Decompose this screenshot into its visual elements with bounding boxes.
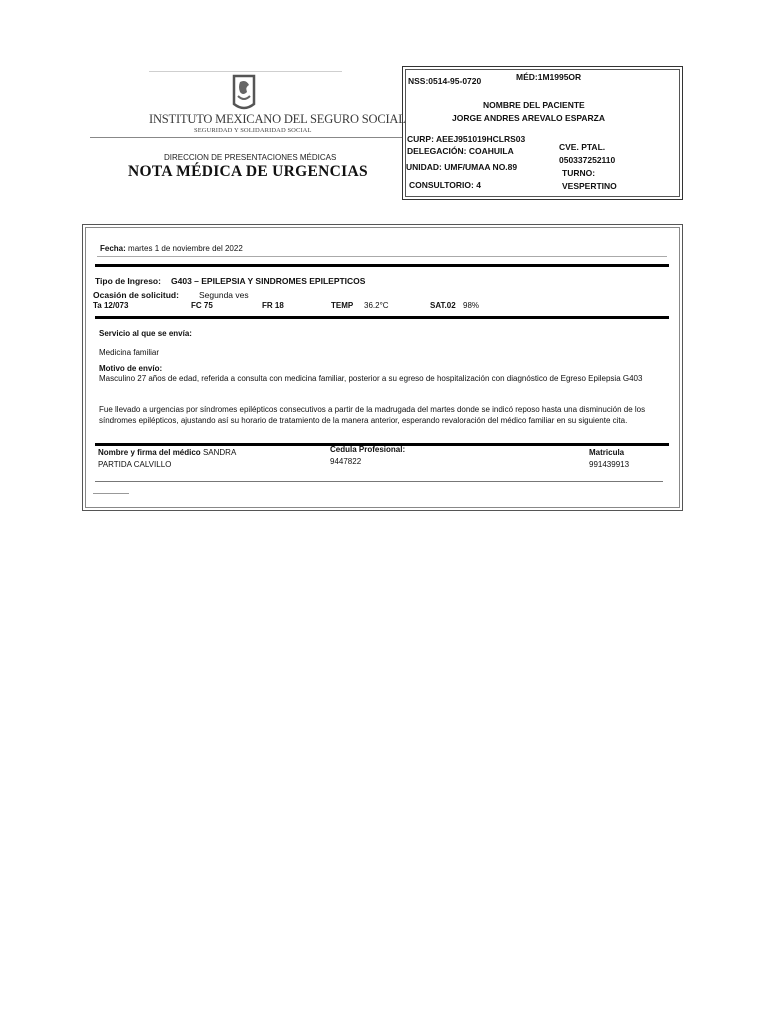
header-divider bbox=[90, 137, 402, 138]
vital-ta: Ta 12/073 bbox=[93, 301, 129, 310]
fecha-label: Fecha: bbox=[100, 244, 126, 253]
patient-cve-label: CVE. PTAL. bbox=[559, 142, 606, 152]
department-name: DIRECCION DE PRESENTACIONES MÉDICAS bbox=[164, 153, 337, 162]
tipo-ingreso-value: G403 – EPILEPSIA Y SINDROMES EPILEPTICOS bbox=[171, 276, 366, 286]
patient-cve-value: 050337252110 bbox=[559, 155, 616, 165]
patient-name: JORGE ANDRES AREVALO ESPARZA bbox=[452, 113, 606, 123]
matricula-label: Matricula bbox=[589, 448, 625, 457]
patient-curp: CURP: AEEJ951019HCLRS03 bbox=[407, 134, 526, 144]
medico-name-2: PARTIDA CALVILLO bbox=[98, 460, 172, 469]
patient-consultorio: CONSULTORIO: 4 bbox=[409, 180, 481, 190]
vital-fc: FC 75 bbox=[191, 301, 213, 310]
ocasion-value: Segunda ves bbox=[199, 290, 249, 300]
patient-turno-label: TURNO: bbox=[562, 168, 596, 178]
imss-eagle-icon bbox=[231, 74, 257, 112]
cedula-label: Cedula Profesional: bbox=[330, 445, 406, 454]
patient-info-box bbox=[402, 66, 683, 200]
patient-delegacion: DELEGACIÓN: COAHUILA bbox=[407, 146, 514, 156]
vital-fr: FR 18 bbox=[262, 301, 284, 310]
section-divider-1 bbox=[95, 264, 669, 267]
medico-name-1: SANDRA bbox=[202, 448, 237, 457]
patient-info-inner-border bbox=[405, 69, 680, 197]
institution-name: INSTITUTO MEXICANO DEL SEGURO SOCIAL bbox=[149, 112, 406, 126]
ocasion-label: Ocasión de solicitud: bbox=[93, 290, 179, 300]
fecha-value: martes 1 de noviembre del 2022 bbox=[128, 244, 243, 253]
institution-logo bbox=[149, 71, 406, 134]
signature-line bbox=[95, 481, 663, 482]
motivo-label: Motivo de envío: bbox=[99, 364, 163, 373]
fecha-underline bbox=[97, 256, 667, 257]
document-title: NOTA MÉDICA DE URGENCIAS bbox=[128, 163, 368, 180]
servicio-value: Medicina familiar bbox=[99, 348, 160, 357]
vital-temp-value: 36.2°C bbox=[364, 301, 389, 310]
medico-label: Nombre y firma del médico bbox=[98, 448, 201, 457]
patient-unidad: UNIDAD: UMF/UMAA NO.89 bbox=[406, 162, 518, 172]
patient-med: MÉD:1M1995OR bbox=[516, 72, 582, 82]
motivo-paragraph-1: Masculino 27 años de edad, referida a consulta con medicina familiar, posterior a su egreso de hospitalización con diagnóstico de Egreso Epilepsia G403 bbox=[99, 374, 643, 383]
patient-turno-value: VESPERTINO bbox=[562, 181, 617, 191]
servicio-label: Servicio al que se envía: bbox=[99, 329, 192, 338]
medico-row bbox=[98, 448, 236, 457]
section-divider-2 bbox=[95, 316, 669, 319]
cedula-value: 9447822 bbox=[330, 457, 362, 466]
medical-note-box bbox=[82, 224, 683, 511]
motivo-paragraph-2: Fue llevado a urgencias por síndromes epilépticos consecutivos a partir de la madrugada del martes donde se indicó reposo hasta una disminución de los síndromes epilépticos, ajustando así su horario de tratamiento de la manera anterior, esperando revaloración del médico familiar en su siguiente cita. bbox=[99, 405, 646, 425]
vital-sat-label: SAT.02 bbox=[430, 301, 456, 310]
vital-temp-label: TEMP bbox=[331, 301, 354, 310]
fecha-row bbox=[100, 244, 243, 253]
vital-sat-value: 98% bbox=[463, 301, 480, 310]
institution-motto: SEGURIDAD Y SOLIDARIDAD SOCIAL bbox=[194, 127, 312, 134]
footer-short-line bbox=[93, 493, 129, 494]
matricula-value: 991439913 bbox=[589, 460, 630, 469]
patient-nss: NSS:0514-95-0720 bbox=[408, 76, 482, 86]
patient-name-label: NOMBRE DEL PACIENTE bbox=[483, 100, 585, 110]
tipo-ingreso-label: Tipo de Ingreso: bbox=[95, 276, 161, 286]
